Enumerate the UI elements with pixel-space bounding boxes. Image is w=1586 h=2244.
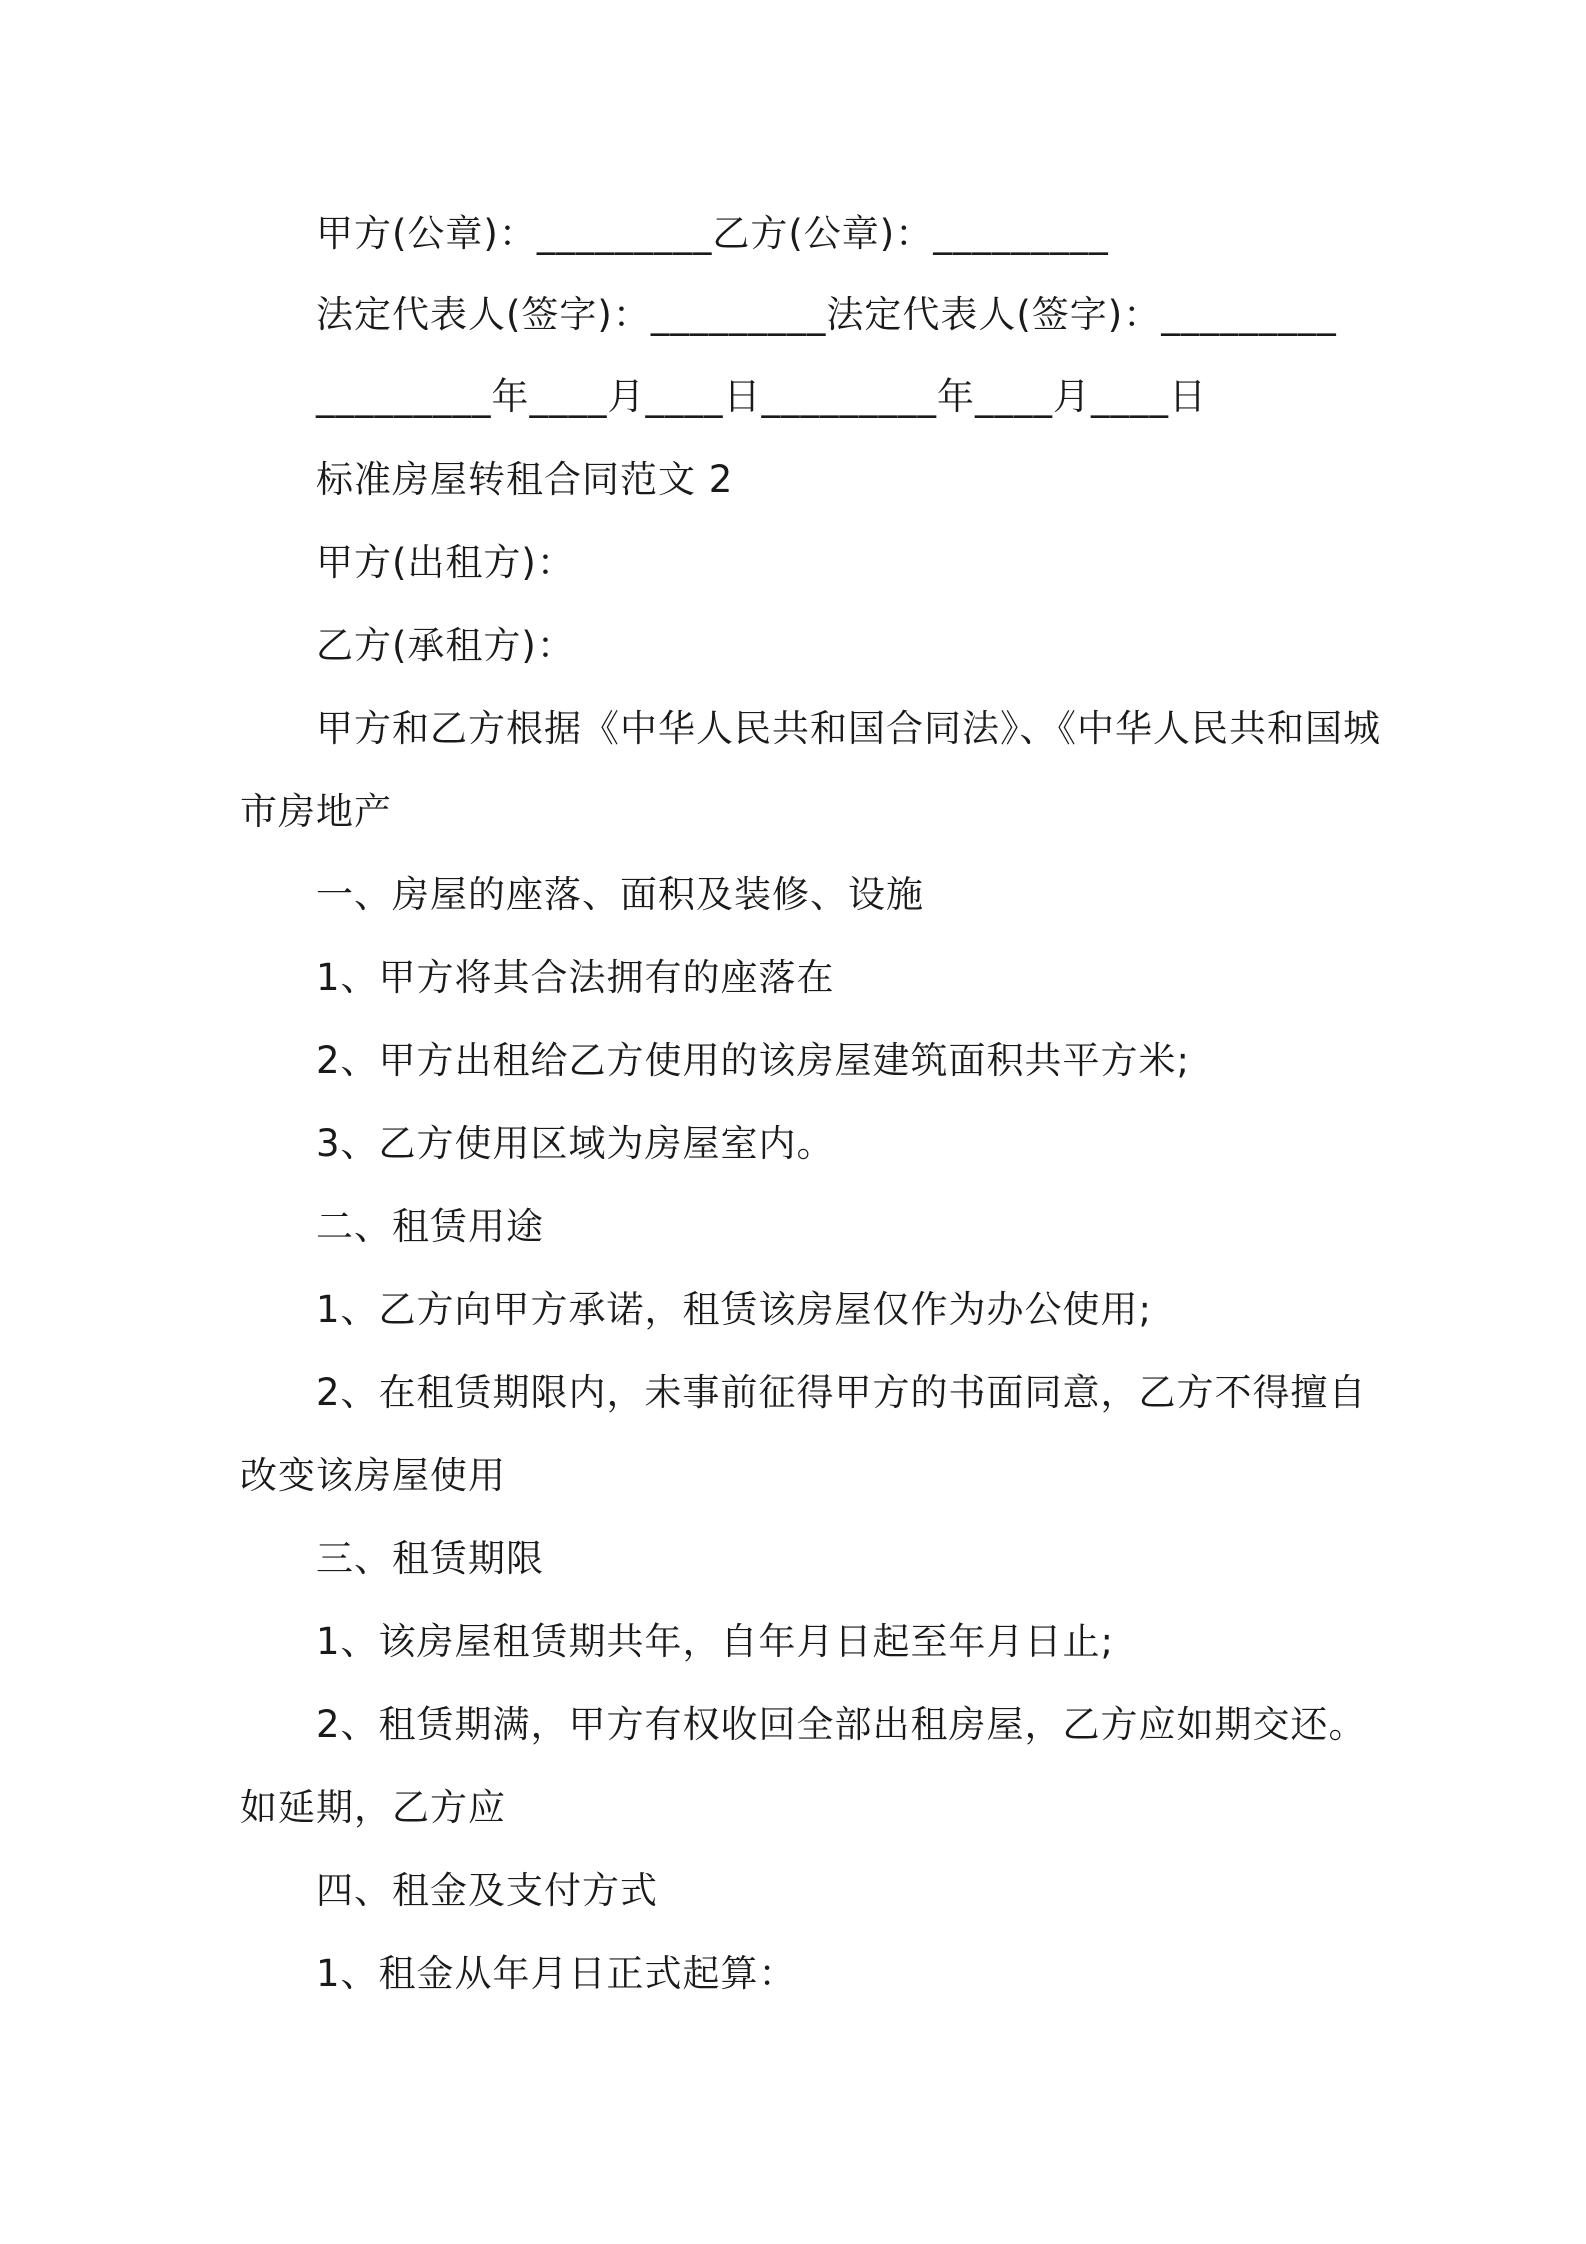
section-2-item-1: 1、乙方向甲方承诺，租赁该房屋仅作为办公使用;	[316, 1288, 1153, 1331]
section-3-heading: 三、租赁期限	[316, 1537, 544, 1580]
preamble-line-1: 甲方和乙方根据《中华人民共和国合同法》、《中华人民共和国城	[316, 707, 1381, 750]
section-1-item-2: 2、甲方出租给乙方使用的该房屋建筑面积共平方米;	[316, 1039, 1191, 1082]
contract-title: 标准房屋转租合同范文 2	[316, 458, 734, 501]
section-3-item-2-line-1: 2、租赁期满，甲方有权收回全部出租房屋，乙方应如期交还。	[316, 1703, 1367, 1746]
section-4-heading: 四、租金及支付方式	[316, 1869, 658, 1912]
section-2-item-2-line-2: 改变该房屋使用	[240, 1454, 506, 1497]
legal-rep-sign-line: 法定代表人(签字)：_________法定代表人(签字)：_________	[316, 293, 1337, 336]
section-3-item-1: 1、该房屋租赁期共年，自年月日起至年月日止;	[316, 1620, 1115, 1663]
section-3-item-2-line-2: 如延期，乙方应	[240, 1786, 506, 1829]
section-2-item-2-line-1: 2、在租赁期限内，未事前征得甲方的书面同意，乙方不得擅自	[316, 1371, 1367, 1414]
section-1-item-3: 3、乙方使用区域为房屋室内。	[316, 1122, 835, 1165]
section-4-item-1: 1、租金从年月日正式起算：	[316, 1952, 797, 1995]
party-a-label: 甲方(出租方)：	[316, 541, 575, 584]
preamble-line-2: 市房地产	[240, 790, 392, 833]
date-line: _________年____月____日_________年____月____日	[316, 375, 1207, 418]
section-2-heading: 二、租赁用途	[316, 1205, 544, 1248]
party-b-label: 乙方(承租方)：	[316, 624, 575, 667]
section-1-item-1: 1、甲方将其合法拥有的座落在	[316, 956, 835, 999]
section-1-heading: 一、房屋的座落、面积及装修、设施	[316, 873, 924, 916]
party-a-seal-line: 甲方(公章)：_________乙方(公章)：_________	[316, 212, 1109, 255]
